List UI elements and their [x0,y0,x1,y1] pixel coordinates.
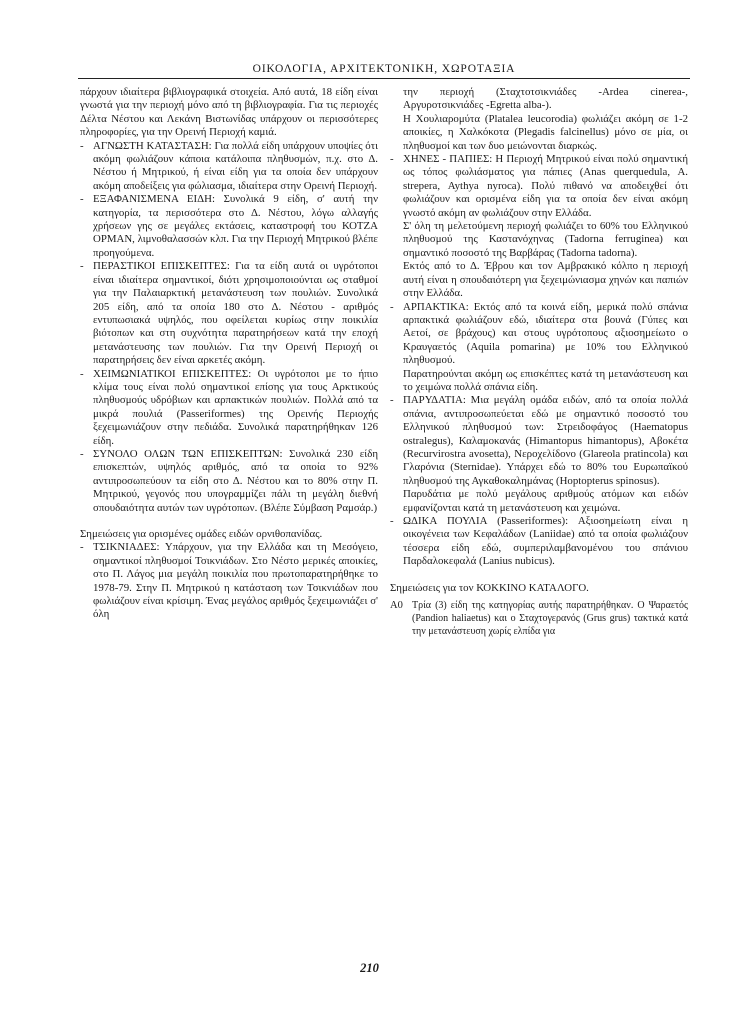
list-item-text: ΑΡΠΑΚΤΙΚΑ: Εκτός από τα κοινά είδη, μερικά πολύ σπάνια αρπακτικά φωλιάζουν εδώ, ιδιαίτερα στα βουνά (Γύπες και Αετοί, σε βράχους) και στους υγρότοπους αξιοσημείωτο ο Κραυγαετός (Aquila pomarina) με 10% του Ελληνικού πληθυσμού. [403,300,688,367]
category-code: Α0 [390,600,403,612]
dash-bullet: - [80,367,84,380]
left-column [80,86,378,622]
right-column [390,86,688,638]
list-item-geese-ducks [390,153,688,300]
list-item-text: ΩΔΙΚΑ ΠΟΥΛΙΑ (Passeriformes): Αξιοσημείωτη είναι η οικογένεια των Κεφαλάδων (Laniidae) από τα οποία φωλιάζουν τέσσερα είδη εδώ, συμπεριλαμβανομένου του σπάνιου Παρδαλοκεφαλά (Lanius nubicus). [403,515,688,568]
list-item-text: Εκτός από το Δ. Έβρου και τον Αμβρακικό κόλπο η περιοχή αυτή είναι η σπουδαιότερη για ξεχειμώνιασμα χηνών και παπιών στην Ελλάδα. [403,260,688,300]
list-item-songbirds [390,515,688,569]
list-item-herons [80,541,378,621]
list-item-text: ΠΕΡΑΣΤΙΚΟΙ ΕΠΙΣΚΕΠΤΕΣ: Για τα είδη αυτά οι υγρότοποι είναι ιδιαίτερα σημαντικοί, διότι χρησιμοποιούνται ως σταθμοί για την Παλαιαρκτική μετανάστευση των πουλιών. Συνολικά 205 είδη, από τα οποία 180 στο Δ. Νέστου - αριθμός εντυπωσιακά υψηλός, που οφείλεται κυρίως στην ποικιλία βιότοπων και στη συχνότητα παρατηρήσεων κατά την εποχή μετανάστευσης των πουλιών. Για την Ορεινή Περιοχή οι παρατηρήσεις δεν είναι αρκετές ακόμη. [93,260,378,367]
herons-continuation [390,86,688,153]
red-list-heading: Σημειώσεις για τον ΚΟΚΚΙΝΟ ΚΑΤΑΛΟΓΟ. [390,581,589,594]
list-item-extinct-species [80,193,378,260]
dash-bullet: - [390,300,394,313]
notes-heading: Σημειώσεις για ορισμένες ομάδες ειδών ορνιθοπανίδας. [80,528,323,540]
dash-bullet: - [80,541,84,554]
list-item-text: Σ' όλη τη μελετούμενη περιοχή φωλιάζει το 60% του Ελληνικού πληθυσμού της Καστανόχηνας (Tadorna ferruginea) και σημαντικό ποσοστό της Βαρβάρας (Tadorna tadorna). [403,220,688,259]
list-item-unknown-status [80,140,378,194]
dash-bullet: - [80,193,84,206]
dash-bullet: - [390,153,394,166]
list-item-total-visitors [80,448,378,515]
list-item-raptors [390,301,688,395]
page-number: 210 [360,961,379,975]
list-item-text: ΧΗΝΕΣ - ΠΑΠΙΕΣ: Η Περιοχή Μητρικού είναι πολύ σημαντική ως τόπος φωλιάσματος για πάπιες (Anas querquedula, A. strepera, Aythya nyroca). Πολύ πιθανό να αποδειχθεί ότι φωλιάζουν και ορισμένα είδη για τα οποία δεν είναι ακόμη γνωστό ακόμη αν φωλιάζουν στην Ελλάδα. [403,153,688,219]
dash-bullet: - [390,394,394,407]
list-item-text: Παρυδάτια με πολύ μεγάλους αριθμούς ατόμων και ειδών εμφανίζονται κατά τη μετανάστευση και χειμώνα. [403,488,688,514]
list-item-waders [390,394,688,515]
list-item-text: ΣΥΝΟΛΟ ΟΛΩΝ ΤΩΝ ΕΠΙΣΚΕΠΤΩΝ: Συνολικά 230 είδη επισκεπτών, υψηλός αριθμός, από τα οποία το 92% αντιπροσωπεύουν τα είδη στο Δ. Νέστου και το 80% στην Π. Μητρικού, γεγονός που υπογραμμίζει πάλι τη μεγάλη διεθνή σπουδαιότητα αυτών των υγρότοπων. (Βλέπε Σύμβαση Ραμσάρ.) [93,447,378,514]
category-text: Τρία (3) είδη της κατηγορίας αυτής παρατηρήθηκαν. Ο Ψαραετός (Pandion haliaetus) και ο Σταχτογερανός (Grus grus) τακτικά κατά την μετανάστευση χωρίς ελπίδα για [412,600,688,638]
list-item-text: ΠΑΡΥΔΑΤΙΑ: Μια μεγάλη ομάδα ειδών, από τα οποία πολλά σπάνια, αντιπροσωπεύεται εδώ με σημαντικό ποσοστό του Ελληνικού πληθυσμού των: Στρειδοφάγος (Haematopus ostralegus), Καλαμοκανάς (Himantopus himantopus), Αβοκέτα (Recurvirostra avosetta), Νεροχελίδονο (Glareola pratincola) και Γλαρόνια (Sternidae). Υπάρχει εδώ το 80% του Ευρωπαϊκού πληθυσμού της Αγκαθοκαλημάνας (Hoptopterus spinosus). [403,394,688,487]
running-header: ΟΙΚΟΛΟΓΙΑ, ΑΡΧΙΤΕΚΤΟΝΙΚΗ, ΧΩΡΟΤΑΞΙΑ [252,63,516,75]
red-list-entry-a0 [390,599,688,638]
list-item-text: ΕΞΑΦΑΝΙΣΜΕΝΑ ΕΙΔΗ: Συνολικά 9 είδη, σ' αυτή την κατηγορία, τα περισσότερα στο Δ. Νέστου, λόγω αλλαγής χρήσεων γης σε μεγάλες εκτάσεις, καταστροφή του ΚΟΤΖΑ ΟΡΜΑΝ, λιμνοθαλασσών κλπ. Για την Περιοχή Μητρικού βλέπε προηγούμενα. [93,193,378,259]
list-item-winter-visitors [80,368,378,448]
header-rule [78,78,690,79]
list-item-text: ΧΕΙΜΩΝΙΑΤΙΚΟΙ ΕΠΙΣΚΕΠΤΕΣ: Οι υγρότοποι με το ήπιο κλίμα τους είναι πολύ σημαντικοί επίσης για τους Αρκτικούς πληθυσμούς υδρόβιων και αρπακτικών πουλιών. Πολλά από τα μικρά πουλιά (Passeriformes) της Ορεινής Περιοχής ξεχειμωνιάζουν στην πεδιάδα. Συνολικά παρατηρήθηκαν 126 είδη. [93,367,378,447]
continuation-text: Η Χουλιαρομύτα (Platalea leucorodia) φωλιάζει ακόμη σε 1-2 αποικίες, η Χαλκόκοτα (Plegadis falcinellus) μόνο σε μία, οι πληθυσμοί και των δυο μειώνονται διαρκώς. [403,112,688,152]
list-item-passage-visitors [80,260,378,367]
intro-paragraph: πάρχουν ιδιαίτερα βιβλιογραφικά στοιχεία. Από αυτά, 18 είδη είναι γνωστά για την περιοχή μόνο από τη βιβλιογραφία. Για τις περιοχές Δέλτα Νέστου και Λεκάνη Βιστωνίδας υπάρχουν οι περισσότερες πληροφορίες, για την Ορεινή Περιοχή καμιά. [80,86,378,139]
list-item-text: ΑΓΝΩΣΤΗ ΚΑΤΑΣΤΑΣΗ: Για πολλά είδη υπάρχουν υποψίες ότι ακόμη φωλιάζουν κάποια κατάλοιπα πληθυσμών, π.χ. στο Δ. Νέστου ή Μητρικού, ή είναι είδη για τα οποία δεν υπάρχουν ακόμη αποδείξεις για φώλιασμα, ιδιαίτερα στην Ορεινή Περιοχή. [93,139,378,192]
continuation-text: την περιοχή (Σταχτοτσικνιάδες -Ardea cinerea-, Αργυροτσικνιάδες -Egretta alba-). [403,86,688,112]
list-item-text: Παρατηρούνται ακόμη ως επισκέπτες κατά τη μετανάστευση και το χειμώνα πολλά σπάνια είδη. [403,367,688,393]
dash-bullet: - [80,260,84,273]
dash-bullet: - [80,447,84,460]
dash-bullet: - [80,139,84,152]
list-item-text: ΤΣΙΚΝΙΑΔΕΣ: Υπάρχουν, για την Ελλάδα και τη Μεσόγειο, σημαντικοί πληθυσμοί Τσικνιάδων. Στο Νέστο μερικές αποικίες, στο Π. Λάγος μια μεγάλη ποικιλία που πρωτοπαρατηρήθηκε το 1978-79. Στην Π. Μητρικού η κατάσταση των Τσικνιάδων που φωλιάζουν είναι κρίσιμη. Ένας μεγάλος αριθμός ξεχειμωνιάζει σ' όλη [93,541,378,621]
dash-bullet: - [390,515,394,527]
